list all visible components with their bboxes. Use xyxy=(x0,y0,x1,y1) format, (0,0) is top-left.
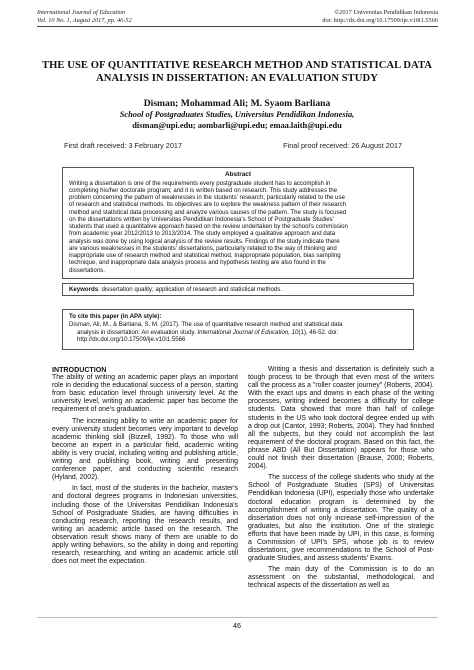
header-divider xyxy=(37,26,438,27)
paragraph: In fact, most of the students in the bachelor, master's and doctoral degrees programs in Indonesian universities, including those of the Universitas Pendidikan Indonesia's School of Postgraduate Studies, are having difficulties in conducting research, reporting the research results, and writing an academic article based on the research. The observation result shows many of them are unable to do apply writing behaviors, so the ability in doing and reporting research, researching, and writing an academic article still does not meet the expectation. xyxy=(52,485,238,566)
footer-divider xyxy=(37,617,438,618)
citation-line-1: Disman, Ali, M., & Barliana, S. M. (2017). The use of quantitative research method and statistical data xyxy=(69,321,343,329)
citation-heading: To cite this paper (in APA style): xyxy=(69,313,162,320)
keywords-label: Keywords xyxy=(69,286,99,293)
copyright: ©2017 Universitas Pendidikan Indonesia xyxy=(334,9,438,16)
citation-journal: International Journal of Education, 10 xyxy=(197,328,299,336)
title-line-1: THE USE OF QUANTITATIVE RESEARCH METHOD AND STATISTICAL DATA xyxy=(42,60,432,71)
abstract-line: technique, and inappropriate data analysis process and hypothesis testing are also found in the xyxy=(69,259,326,267)
paragraph: The main duty of the Commission is to do an assessment on the substantial, methodological, and technical aspects of the dissertation as well as xyxy=(248,566,434,590)
abstract-line: inappropriate use of research method and statistical method. Inappropriate population, bias sampling xyxy=(69,252,341,259)
paragraph: Writing a thesis and dissertation is definitely such a tough process to be through that even most of the writers call the process as a "roller coaster journey" (Roberts, 2004). With the exact ups and downs in each phase of the writing processes, writing indeed becomes a difficulty for college students. Data showed that more than half of college students in the US who took doctoral degree ended up with a drop out (Cantor, 1993; Roberts, 2004). They had finished all the subjects, but they could not accomplish the last requirement of the doctoral program. Based on this fact, the phrase ABD (All But Dissertation) appears for those who could not finish their dissertation (Brause, 2000; Roberts, 2004). xyxy=(248,366,434,471)
abstract-line: method and statistical data processing and analyze various causes of the pattern. The study is focused xyxy=(69,208,347,216)
section-heading-introduction: INTRODUCTION xyxy=(52,366,107,374)
abstract-line: problem concerning the pattern of weaknesses in the students' research, particularly related to the use xyxy=(69,194,345,201)
first-draft-date: First draft received: 3 February 2017 xyxy=(64,141,183,150)
keywords-text: : dissertation quality; application of research and statistical methods. xyxy=(98,286,283,293)
citation-line-2b: (1), 46-52. doi: xyxy=(298,328,339,336)
journal-header-right xyxy=(322,9,438,24)
citation-text xyxy=(69,321,407,343)
abstract-line: are various weaknesses in the students' dissertations, particularly related to the way of thinking and xyxy=(69,244,337,252)
citation-box xyxy=(62,309,414,350)
citation-doi-link[interactable]: http://dx.doi.org/10.17509/ije.v10i1.5566 xyxy=(77,335,186,343)
abstract-line: Writing a dissertation is one of the requirements every postgraduate student has to accomplish in xyxy=(69,179,331,187)
right-column xyxy=(248,366,434,594)
abstract-line: on the dissertations written by Universitas Pendidikan Indonesia's School of Postgraduate Studies' xyxy=(69,215,334,223)
abstract-line: students that used a quantitative approach based on the review undertaken by the school's commission xyxy=(69,223,348,230)
keywords-box xyxy=(62,283,414,296)
abstract-text xyxy=(69,180,407,274)
journal-name: International Journal of Education xyxy=(37,9,126,16)
paper-authors: Disman; Mohammad Ali; M. Syaom Barliana xyxy=(143,98,331,109)
abstract-heading: Abstract xyxy=(225,171,251,178)
journal-issue: Vol. 10 No. 1, August 2017, pp. 46-52 xyxy=(37,16,132,24)
doi-link[interactable]: doi: http://dx.doi.org/10.17509/ije.v10i1.5566 xyxy=(322,16,438,24)
abstract-line: completing his/her doctorate program; and it is written based on research. This study addresses the xyxy=(69,186,338,194)
abstract-box xyxy=(62,167,414,279)
author-emails[interactable]: disman@upi.edu; aombarli@upi.edu; emaa.laith@upi.edu xyxy=(132,121,342,130)
abstract-line: analysis was done by using logical analysis of the review results. Findings of the study indicate there xyxy=(69,237,340,245)
abstract-line: from academic year 2012/2013 to 2013/2014. The study employed a qualitative approach and data xyxy=(69,230,336,238)
title-line-2: ANALYSIS IN DISSERTATION: AN EVALUATION STUDY xyxy=(96,73,378,84)
paper-title xyxy=(40,59,434,85)
abstract-line: dissertations. xyxy=(69,266,105,274)
abstract-line: of research and statistical methods. Its objectives are to explore the weakness pattern of their research xyxy=(69,201,347,209)
page-number: 46 xyxy=(233,621,241,630)
paragraph: The increasing ability to write an academic paper for every university student becomes very important to develop academic thinking skill (Bizzell, 1992). To those who will become an expert in a particular field, academic writing ability is very crucial, including writing and publishing article, writing and publishing book, writing and presenting conference paper, and conducting scientific research (Hyland, 2002). xyxy=(52,417,238,482)
paragraph: The success of the college students who study at the School of Postgraduate Studies (SPS) of Universitas Pendidikan Indonesia (UPI), especially those who undertake doctoral education program is determined by the accomplishment of writing a dissertation. The quality of a dissertation does not only increase self-impression of the graduates, but also the institution. One of the strategic efforts that have been made by UPI, in this case, is forming a Commission of UPI's SPS, whose job is to review dissertations, give recommendations to the School of Post-graduate Studies, and assess students' Exams. xyxy=(248,474,434,563)
citation-line-2: analysis in dissertation: An evaluation study. xyxy=(77,328,198,336)
paragraph: The ability of writing an academic paper plays an important role in deciding the educational success of a person, starting from basic education level through university level. At the university level, writing an academic paper has become the requirement of one's graduation. xyxy=(52,374,238,414)
paper-affiliation: School of Postgraduates Studies, Universitas Pendidikan Indonesia, xyxy=(119,110,355,119)
journal-header-left xyxy=(37,9,132,24)
left-column xyxy=(52,366,238,569)
final-proof-date: Final proof received: 26 August 2017 xyxy=(283,141,402,150)
